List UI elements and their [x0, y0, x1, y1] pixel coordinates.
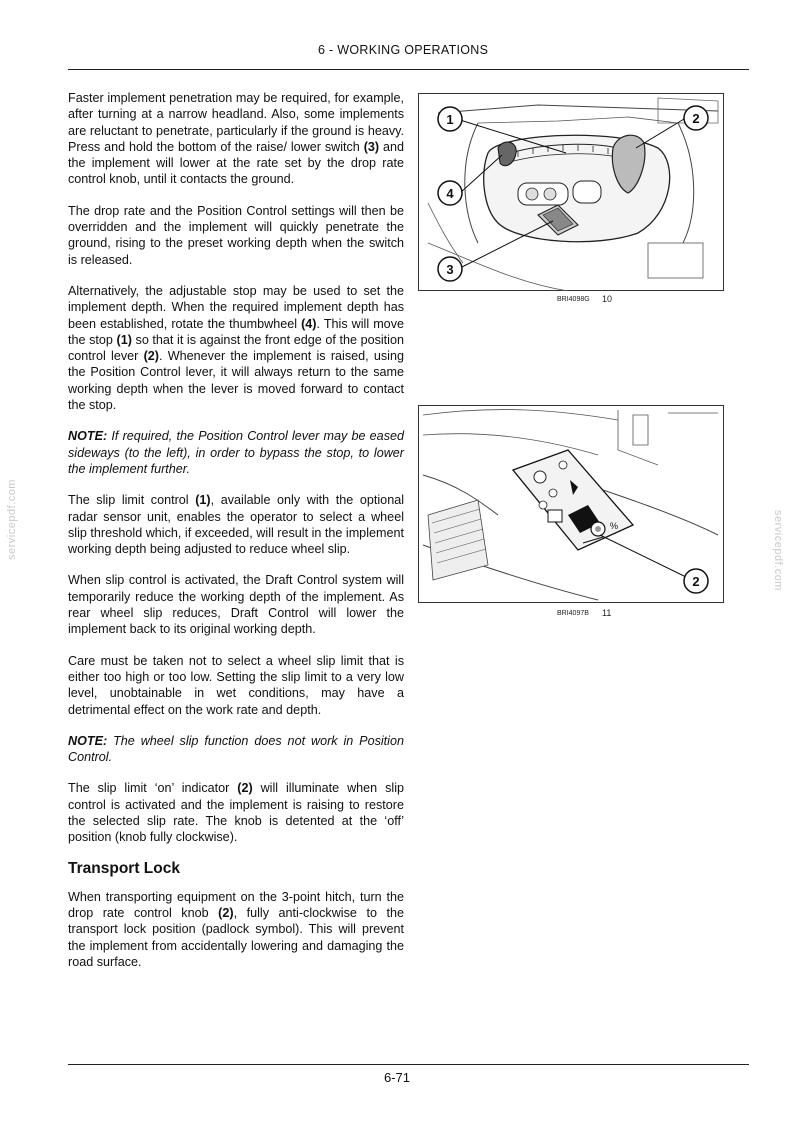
page-number: 6-71 — [383, 1070, 411, 1085]
figure-11-ref: BRI4097B — [557, 610, 589, 617]
paragraph-slip-indicator: The slip limit ‘on’ indicator (2) will illuminate when slip control is activated and the implement is raising to restore the selected slip rate. The knob is detented at the ‘off’ position (knob fully clockwise). — [68, 781, 404, 845]
main-text-column — [68, 90, 404, 985]
header-rule — [68, 69, 749, 70]
figure-11-number: 11 — [602, 608, 612, 618]
figure-10-ref: BRI4098G — [557, 296, 590, 303]
callout-4: 4 — [446, 186, 454, 201]
callout-3: 3 — [446, 262, 454, 277]
paragraph-transport-lock: When transporting equipment on the 3-point hitch, turn the drop rate control knob (2), fully anti-clockwise to the transport lock position (padlock symbol). This will prevent the implement from accidentally lowering and damaging the road surface. — [68, 889, 404, 970]
paragraph-slip-control: When slip control is activated, the Draft Control system will temporarily reduce the working depth of the implement. As rear wheel slip reduces, Draft Control will lower the implement back to its original working depth. — [68, 573, 404, 637]
paragraph-faster-penetration: Faster implement penetration may be required, for example, after turning at a narrow headland. Also, some implements are reluctant to penetrate, particularly if the ground is heavy. Press and hold the bottom of the raise/ lower switch (3) and the implement will lower at the rate set by the drop rate control knob, until it contacts the ground. — [68, 91, 404, 187]
callout-2-slip: 2 — [692, 574, 700, 589]
figure-11-illustration — [418, 405, 724, 603]
note-wheel-slip: NOTE: The wheel slip function does not work in Position Control. — [68, 733, 404, 765]
running-header: 6 - WORKING OPERATIONS — [318, 43, 489, 57]
paragraph-drop-rate-override: The drop rate and the Position Control settings will then be overridden and the implement will quickly penetrate the ground, rising to the preset working depth when the switch is released. — [68, 203, 404, 267]
paragraph-slip-care: Care must be taken not to select a wheel slip limit that is either too high or too low. Setting the slip limit to a very low level, unobtainable in wet conditions, may have a detrimental effect on the work rate and depth. — [68, 653, 404, 717]
note-position-control: NOTE: If required, the Position Control lever may be eased sideways (to the left), in order to bypass the stop, to lower the implement further. — [68, 429, 404, 476]
callout-2: 2 — [692, 111, 700, 126]
figure-10-number: 10 — [602, 294, 613, 304]
figure-11-slip-control — [418, 405, 724, 603]
figure-10-illustration — [418, 93, 724, 291]
footer-rule — [68, 1064, 749, 1065]
callout-1: 1 — [446, 112, 454, 127]
paragraph-slip-limit: The slip limit control (1), available only with the optional radar sensor unit, enables the operator to select a wheel slip threshold which, if exceeded, will result in the implement working depth being adjusted to reduce wheel slip. — [68, 493, 404, 557]
watermark-left: servicepdf.com — [6, 479, 18, 560]
section-heading-transport-lock: Transport Lock — [68, 859, 180, 877]
svg-text:%: % — [610, 521, 619, 531]
watermark-right: servicepdf.com — [772, 510, 784, 591]
figure-10-position-control — [418, 93, 724, 291]
paragraph-adjustable-stop: Alternatively, the adjustable stop may be used to set the implement depth. When the required implement depth has been established, rotate the thumbwheel (4). This will move the stop (1) so that it is against the front edge of the position control lever (2). Whenever the implement is raised, using the Position Control lever, it will always return to the same working depth when the lever is moved forward to contact the stop. — [68, 283, 404, 413]
